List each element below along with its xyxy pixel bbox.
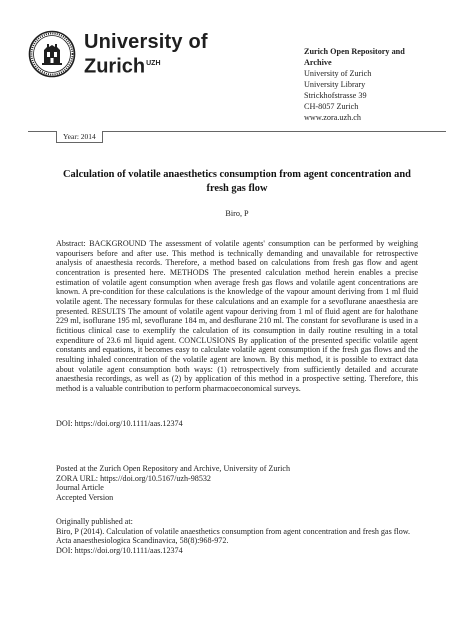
publication-type: Journal Article [56, 483, 104, 493]
university-seal-icon [28, 30, 76, 78]
original-doi: DOI: https://doi.org/10.1111/aas.12374 [56, 545, 183, 555]
posting-line: Posted at the Zurich Open Repository and Archive, University of Zurich [56, 464, 290, 473]
university-name: Zurich [84, 55, 146, 78]
university-line2 [84, 53, 208, 78]
original-heading: Originally published at: [56, 517, 133, 526]
university-logo [28, 22, 228, 86]
original-publication [56, 517, 418, 555]
version-label: Accepted Version [56, 492, 114, 502]
article-author: Biro, P [225, 209, 249, 218]
university-abbrev: UZH [146, 59, 161, 67]
repository-address [304, 46, 446, 123]
university-line1: University of [84, 30, 208, 53]
zora-url: ZORA URL: https://doi.org/10.5167/uzh-98532 [56, 473, 211, 483]
year-label: Year: 2014 [56, 131, 103, 143]
repository-title-line1: Zurich Open Repository and [304, 47, 405, 56]
posting-info [56, 464, 290, 502]
repository-website: www.zora.uzh.ch [304, 113, 361, 122]
university-wordmark [84, 31, 208, 78]
original-citation: Biro, P (2014). Calculation of volatile anaesthetics consumption from agent concentration and fresh gas flow. Acta anaesthesiologica Scandinavica, 58(8):968-972. [56, 526, 411, 546]
article-doi: DOI: https://doi.org/10.1111/aas.12374 [56, 419, 183, 428]
article-title: Calculation of volatile anaesthetics consumption from agent concentration and fresh gas flow [63, 169, 411, 194]
address-line: University of Zurich [304, 69, 372, 78]
address-line: Strickhofstrasse 39 [304, 91, 367, 100]
repository-title-line2: Archive [304, 58, 332, 67]
address-line: CH-8057 Zurich [304, 102, 359, 111]
repository-title [304, 46, 446, 68]
article-abstract: Abstract: BACKGROUND The assessment of volatile agents' consumption can be performed by weighing vapourisers before and after use. This method is technically demanding and unavailable for retrospective analysis of anaesthesia records. Therefore, a method based on calculations from fresh gas flow and agent concentration is presented here. METHODS The presented calculation method herein enables a precise estimation of volatile agent consumption when average fresh gas flows and volatile agent concentrations are known. A pre-condition for these calculations is the knowledge of the vapour amount deriving from 1 ml fluid volatile agent. The necessary formulas for these calculations and an example for a sevoflurane anaesthesia are presented. RESULTS The amount of volatile agent vapour deriving from 1 ml of fluid agent are for halothane 229 ml, isoflurane 195 ml, sevoflurane 184 m, and desflurane 210 ml. The constant for sevoflurane is used in a fictitious clinical case to exemplify the calculation of its consumption in daily routine resulting in a total expenditure of 23.6 ml liquid agent. CONCLUSIONS By application of the presented specific volatile agent constants and equations, it becomes easy to calculate volatile agent consumption if the fresh gas flows and the resulting inhaled concentration of the volatile agent are known. By this method, it is possible to extract data about volatile agent consumption both ways: (1) retrospectively from sufficiently detailed and accurate anaesthesia recordings, as well as (2) by application of this method in a prospective setting. Therefore, this method is a valuable contribution to perform pharmacoeconomical surveys. [56, 239, 418, 393]
address-line: University Library [304, 80, 366, 89]
